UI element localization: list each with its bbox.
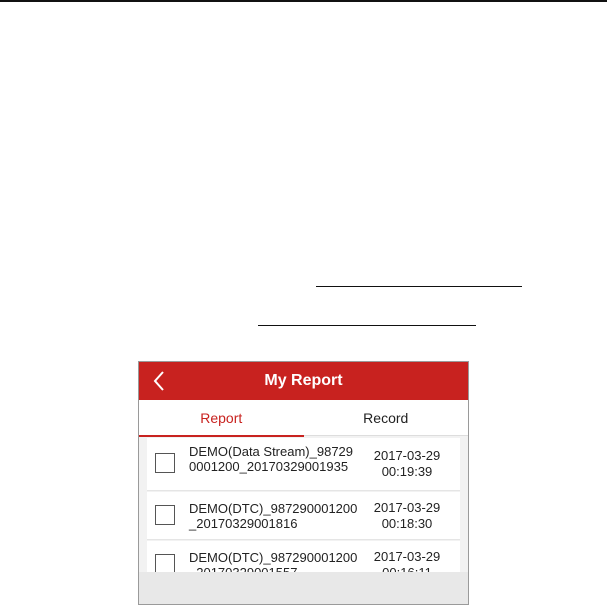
tab-record[interactable]: Record <box>363 410 409 426</box>
report-date: 2017-03-29 <box>373 500 441 515</box>
tab-report[interactable]: Report <box>139 400 304 436</box>
report-checkbox[interactable] <box>155 554 175 574</box>
report-name: DEMO(DTC)_987290001200_20170329001816 <box>189 501 358 531</box>
report-datetime <box>362 500 452 532</box>
report-checkbox[interactable] <box>155 505 175 525</box>
page-top-rule <box>0 0 607 2</box>
device-screen <box>138 361 469 605</box>
report-list <box>139 438 468 590</box>
report-time: 00:19:39 <box>381 464 433 479</box>
report-date: 2017-03-29 <box>373 448 441 463</box>
list-item[interactable] <box>147 438 460 491</box>
report-name: DEMO(Data Stream)_987290001200_20170329001935 <box>189 444 354 474</box>
list-item[interactable] <box>147 492 460 540</box>
tab-bar <box>139 400 468 436</box>
page-title: My Report <box>264 372 343 389</box>
report-checkbox[interactable] <box>155 453 175 473</box>
document-underline <box>258 325 476 326</box>
report-datetime <box>362 448 452 480</box>
bottom-bar <box>139 572 468 604</box>
report-time: 00:18:30 <box>381 516 433 531</box>
report-name: DEMO(DTC)_987290001200 <box>189 550 358 565</box>
title-bar <box>139 362 468 400</box>
report-date: 2017-03-29 <box>373 549 441 564</box>
document-underline <box>316 286 522 287</box>
